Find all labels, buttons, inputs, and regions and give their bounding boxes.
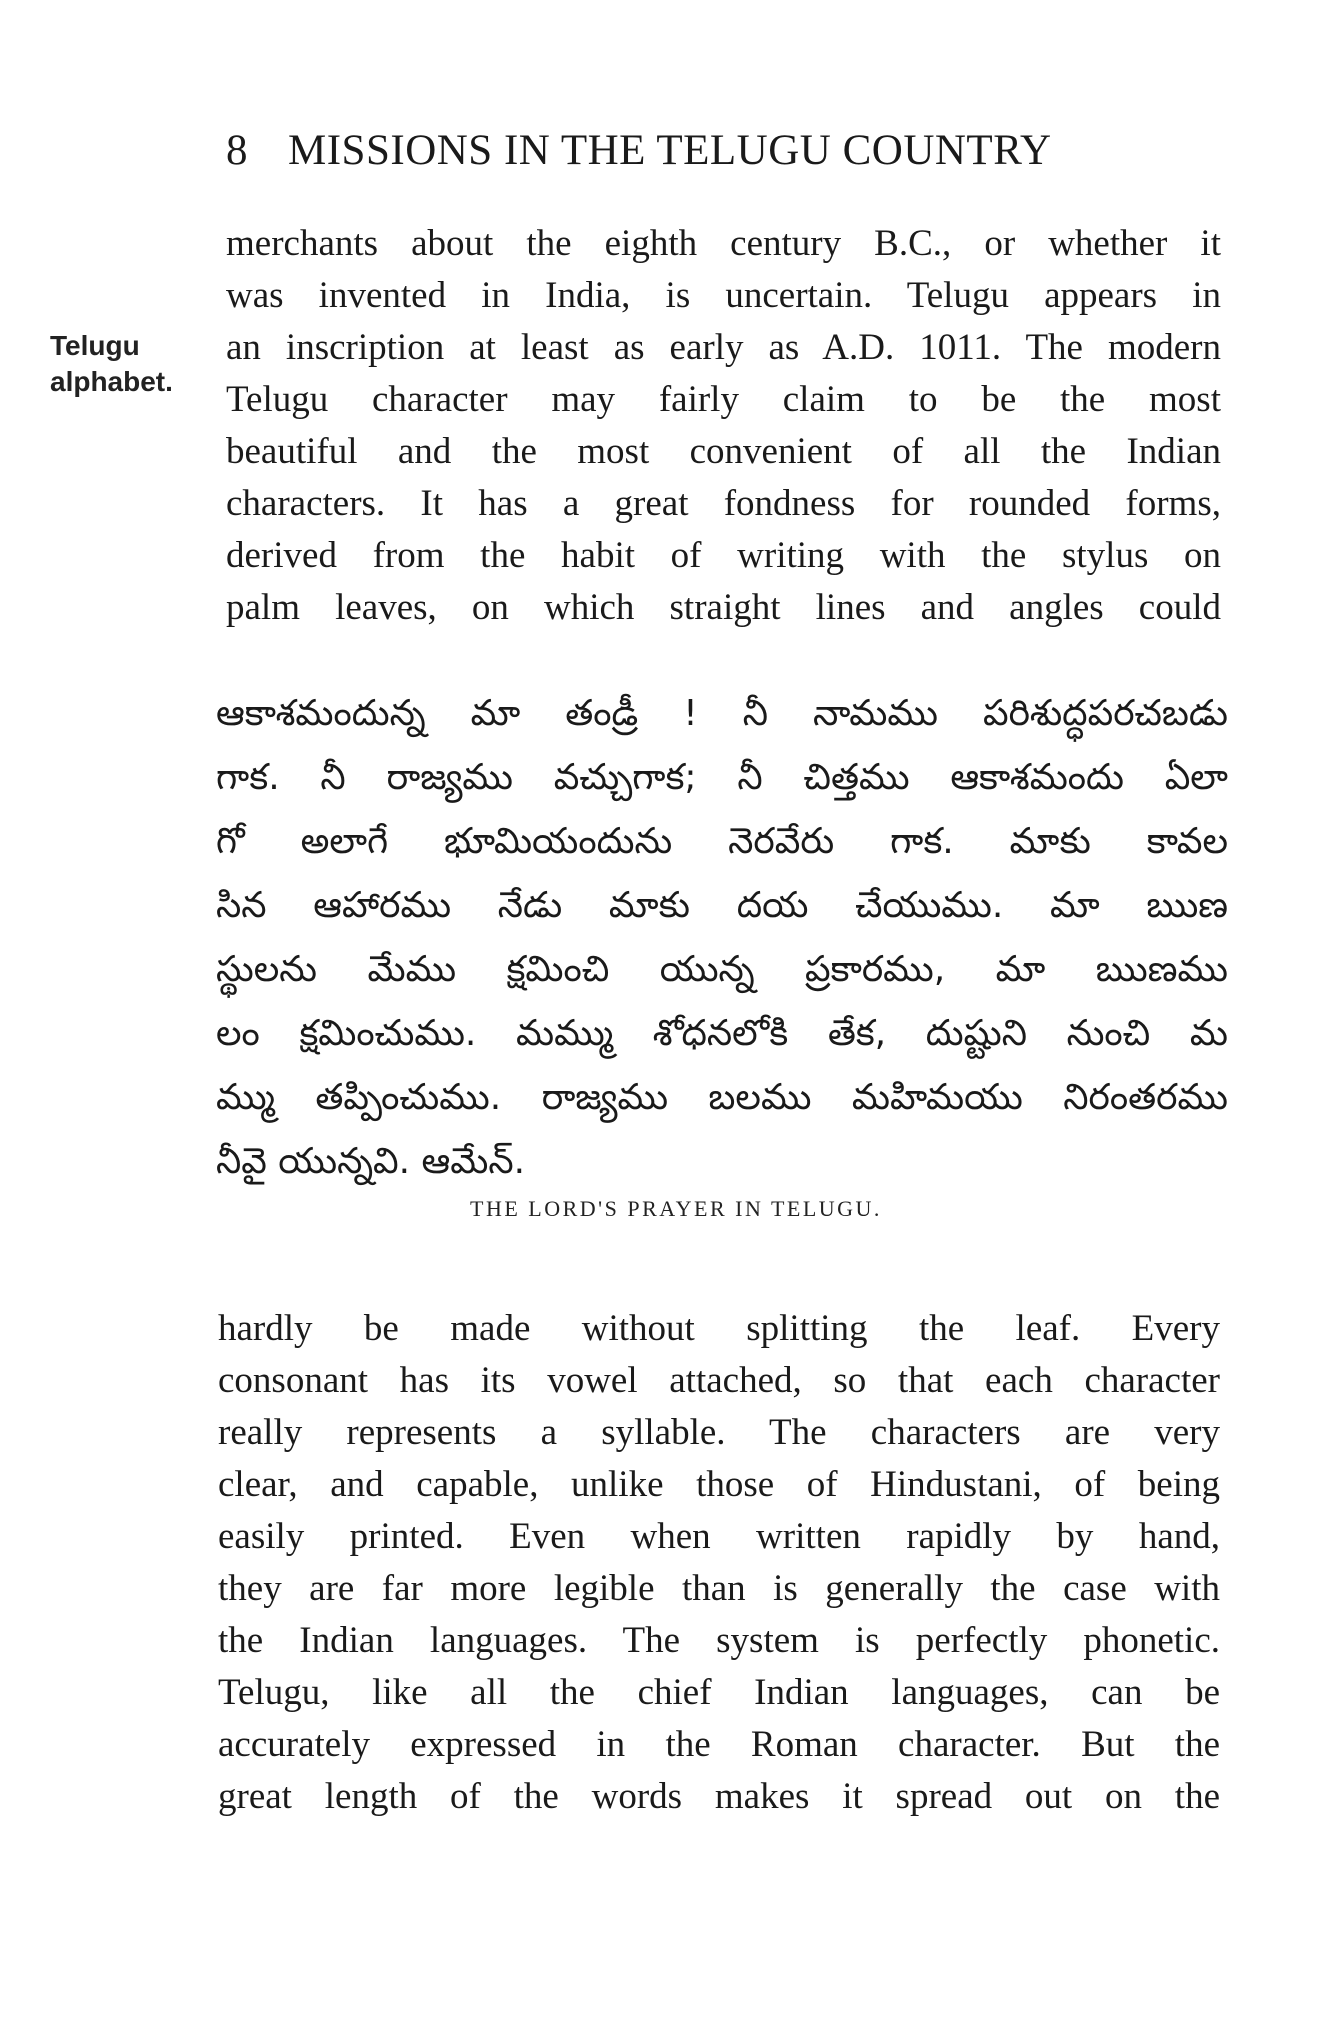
telugu-line: మ్ము తప్పించుము. రాజ్యము బలము మహిమయు నిరంతరము <box>216 1077 1228 1118</box>
text-line: merchants about the eighth century B.C., or whether it <box>226 223 1221 264</box>
figure-caption: THE LORD'S PRAYER IN TELUGU. <box>470 1196 882 1221</box>
margin-note-line: Telugu <box>50 330 140 361</box>
text-line: easily printed. Even when written rapidly by hand, <box>218 1516 1220 1557</box>
text-line: Telugu character may fairly claim to be the most <box>226 379 1221 420</box>
telugu-line: గాక. నీ రాజ్యము వచ్చుగాక; నీ చిత్తము ఆకాశమందు ఏలా <box>216 757 1228 798</box>
text-line: characters. It has a great fondness for rounded forms, <box>226 483 1221 524</box>
text-line: was invented in India, is uncertain. Telugu appears in <box>226 275 1221 316</box>
text-line: they are far more legible than is generally the case with <box>218 1568 1220 1609</box>
paragraph-bottom <box>218 1303 1220 1823</box>
text-line: consonant has its vowel attached, so that each character <box>218 1360 1220 1401</box>
telugu-line: స్థులను మేము క్షమించి యున్న ప్రకారము, మా ఋణము <box>216 949 1228 990</box>
page-number: 8 <box>226 127 248 174</box>
text-line: derived from the habit of writing with the stylus on <box>226 535 1221 576</box>
text-line: really represents a syllable. The characters are very <box>218 1412 1220 1453</box>
margin-note <box>50 328 173 400</box>
running-title: MISSIONS IN THE TELUGU COUNTRY <box>288 127 1052 174</box>
text-line: Telugu, like all the chief Indian languages, can be <box>218 1672 1220 1713</box>
telugu-line: సిన ఆహారము నేడు మాకు దయ చేయుము. మా ఋణ <box>216 885 1228 926</box>
text-line: the Indian languages. The system is perfectly phonetic. <box>218 1620 1220 1661</box>
telugu-line: నీవై యున్నవి. ఆమేన్. <box>216 1141 526 1182</box>
text-line: beautiful and the most convenient of all the Indian <box>226 431 1221 472</box>
text-line: palm leaves, on which straight lines and angles could <box>226 587 1221 628</box>
running-header <box>226 126 1052 175</box>
telugu-line: గో అలాగే భూమియందును నెరవేరు గాక. మాకు కావల <box>216 821 1228 862</box>
text-line: an inscription at least as early as A.D. 1011. The modern <box>226 327 1221 368</box>
paragraph-top <box>226 218 1221 634</box>
telugu-prayer-text <box>216 682 1228 1194</box>
telugu-line: ఆకాశమందున్న మా తండ్రీ ! నీ నామము పరిశుద్ధపరచబడు <box>216 693 1228 734</box>
text-line: hardly be made without splitting the leaf. Every <box>218 1308 1220 1349</box>
text-line: accurately expressed in the Roman character. But the <box>218 1724 1220 1765</box>
text-line: great length of the words makes it spread out on the <box>218 1776 1220 1817</box>
telugu-line: లం క్షమించుము. మమ్ము శోధనలోకి తేక, దుష్టుని నుంచి మ <box>216 1013 1228 1054</box>
margin-note-line: alphabet. <box>50 366 173 397</box>
text-line: clear, and capable, unlike those of Hindustani, of being <box>218 1464 1220 1505</box>
